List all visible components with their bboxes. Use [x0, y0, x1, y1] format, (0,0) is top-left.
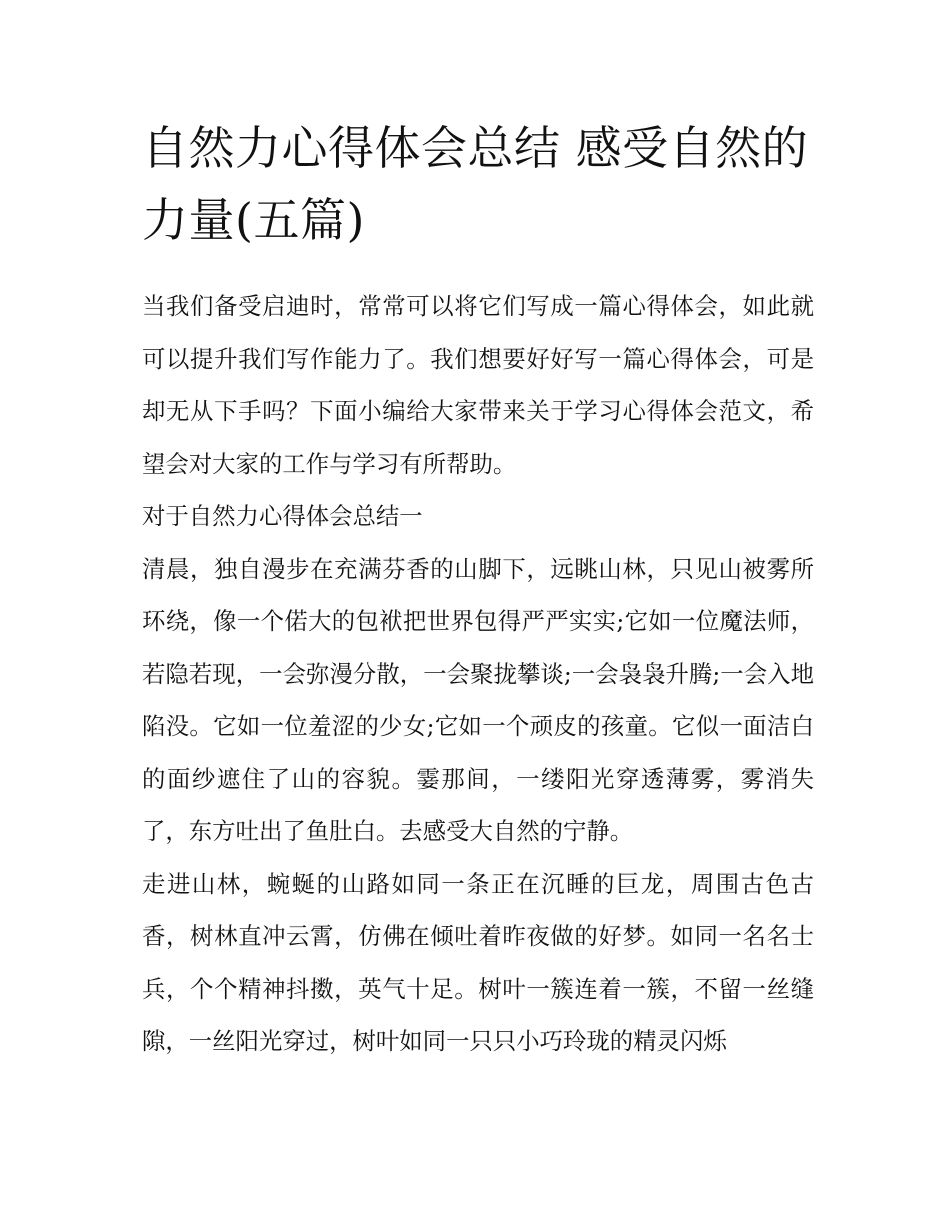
body-paragraph-1: 清晨，独自漫步在充满芬香的山脚下，远眺山林，只见山被雾所环绕，像一个偌大的包袱把世界包得严严实实;它如一位魔法师，若隐若现，一会弥漫分散，一会聚拢攀谈;一会袅袅升腾;一会入地陷没。它如一位羞涩的少女;它如一个顽皮的孩童。它似一面洁白的面纱遮住了山的容貌。霎那间，一缕阳光穿透薄雾，雾消失了，东方吐出了鱼肚白。去感受大自然的宁静。 — [142, 554, 814, 845]
intro-paragraph: 当我们备受启迪时，常常可以将它们写成一篇心得体会，如此就可以提升我们写作能力了。我们想要好好写一篇心得体会，可是却无从下手吗？下面小编给大家带来关于学习心得体会范文，希望会对大家的工作与学习有所帮助。 — [142, 292, 814, 478]
document-title: 自然力心得体会总结 感受自然的力量(五篇) — [142, 121, 809, 247]
body-paragraph-2: 走进山林，蜿蜒的山路如同一条正在沉睡的巨龙，周围古色古香，树林直冲云霄，仿佛在倾吐着昨夜做的好梦。如同一名名士兵，个个精神抖擞，英气十足。树叶一簇连着一簇，不留一丝缝隙，一丝阳光穿过，树叶如同一只只小巧玲珑的精灵闪烁 — [142, 869, 814, 1055]
section-heading: 对于自然力心得体会总结一 — [142, 502, 423, 530]
document-body — [142, 112, 814, 1068]
